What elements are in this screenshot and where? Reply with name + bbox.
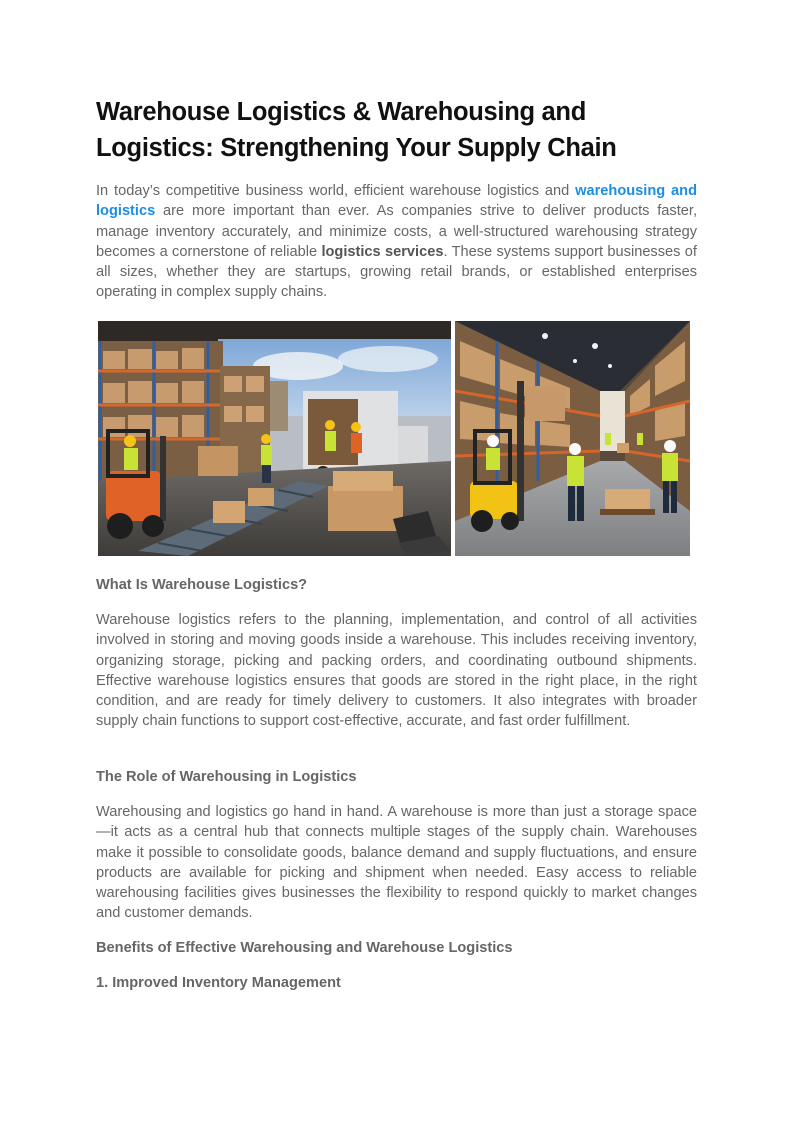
intro-text-2: are more important than ever. As companies strive to deliver products faster, manage inventory accurately, and minimize costs, a well-structured warehousing strategy becomes a cornerstone of reliable (96, 203, 697, 260)
section-body-what-is: Warehouse logistics refers to the planning, implementation, and control of all activities involved in storing and moving goods inside a warehouse. This includes receiving inventory, organizing storage, picking and packing orders, and coordinating outbound shipments. Effective warehouse logistics ensures that goods are stored in the right place, in the right condition, and are ready for timely delivery to customers. It also integrates with broader supply chain functions to support cost-effective, accurate, and fast order fulfillment. (96, 612, 697, 730)
intro-text-1: In today’s competitive business world, efficient warehouse logistics and (96, 183, 576, 199)
logistics-services-bold: logistics services (321, 243, 444, 260)
warehousing-logistics-link[interactable]: warehousing and logistics (96, 183, 697, 220)
intro-paragraph (96, 181, 697, 303)
warehouse-images (98, 321, 690, 556)
section-heading-benefits: Benefits of Effective Warehousing and Warehouse Logistics (96, 940, 513, 956)
section-heading-what-is: What Is Warehouse Logistics? (96, 577, 308, 593)
section-heading-role: The Role of Warehousing in Logistics (96, 769, 357, 785)
loading-dock-image (98, 321, 451, 556)
page-title: Warehouse Logistics & Warehousing and Logistics: Strengthening Your Supply Chain (96, 98, 617, 162)
section-heading-inventory: 1. Improved Inventory Management (96, 975, 341, 991)
warehouse-aisle-image (455, 321, 690, 556)
intro-text-3: . These systems support businesses of all sizes, whether they are startups, growing retail brands, or established enterprises operating in complex supply chains. (96, 243, 697, 301)
section-body-role: Warehousing and logistics go hand in hand. A warehouse is more than just a storage space—it acts as a central hub that connects multiple stages of the supply chain. Warehouses make it possible to consolidate goods, balance demand and supply fluctuations, and ensure products are available for picking and shipment when needed. Easy access to reliable warehousing facilities gives businesses the flexibility to respond quickly to market changes and customer demands. (96, 804, 697, 922)
